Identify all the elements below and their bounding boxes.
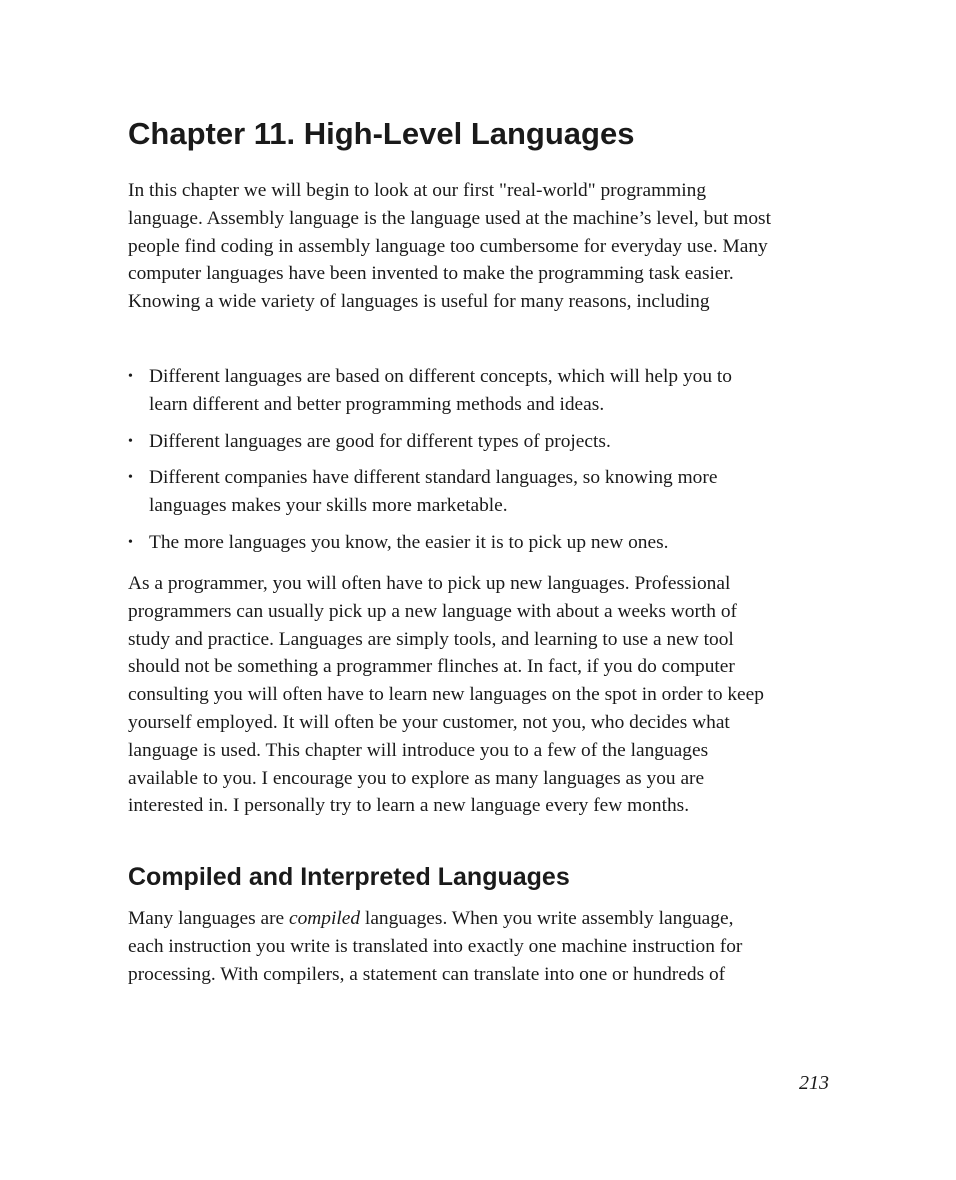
text-line: study and practice. Languages are simply tools, and learning to use a new tool bbox=[128, 628, 734, 650]
reasons-bullet-list bbox=[128, 363, 848, 566]
emphasis-text: compiled bbox=[289, 908, 361, 929]
text-line bbox=[128, 905, 848, 933]
list-item bbox=[128, 529, 848, 557]
text-line: processing. With compilers, a statement can translate into one or hundreds of bbox=[128, 963, 726, 985]
text-line: programmers can usually pick up a new language with about a weeks worth of bbox=[128, 600, 738, 622]
text-line: languages makes your skills more marketable. bbox=[149, 495, 508, 517]
text-line: available to you. I encourage you to explore as many languages as you are bbox=[128, 767, 705, 789]
text-line: As a programmer, you will often have to pick up new languages. Professional bbox=[128, 573, 731, 594]
text-line: language is used. This chapter will introduce you to a few of the languages bbox=[128, 739, 709, 761]
bullet-icon: • bbox=[128, 433, 133, 449]
text-line: people find coding in assembly language too cumbersome for everyday use. Many bbox=[128, 235, 768, 257]
intro-paragraph bbox=[128, 177, 848, 316]
text-line: The more languages you know, the easier it is to pick up new ones. bbox=[149, 531, 669, 553]
text-run: languages. When you write assembly language, bbox=[360, 908, 734, 929]
page-number: 213 bbox=[799, 1072, 829, 1094]
text-line: consulting you will often have to learn new languages on the spot in order to keep bbox=[128, 684, 764, 706]
text-line: Different companies have different standard languages, so knowing more bbox=[149, 467, 718, 489]
text-line: Different languages are good for different types of projects. bbox=[149, 430, 611, 452]
list-item bbox=[128, 363, 848, 419]
text-line: yourself employed. It will often be your customer, not you, who decides what bbox=[128, 711, 730, 733]
bullet-icon: • bbox=[128, 534, 133, 550]
text-line: Different languages are based on different concepts, which will help you to bbox=[149, 366, 732, 387]
text-line: interested in. I personally try to learn a new language every few months. bbox=[128, 795, 690, 817]
section-title: Compiled and Interpreted Languages bbox=[128, 863, 570, 891]
chapter-title: Chapter 11. High-Level Languages bbox=[128, 116, 635, 151]
list-item bbox=[128, 464, 848, 520]
text-line: learn different and better programming methods and ideas. bbox=[149, 393, 605, 415]
programmer-paragraph bbox=[128, 570, 848, 820]
compiled-paragraph bbox=[128, 905, 848, 988]
bullet-icon: • bbox=[128, 369, 133, 384]
text-line: should not be something a programmer flinches at. In fact, if you do computer bbox=[128, 656, 735, 678]
text-run: Many languages are bbox=[128, 908, 289, 929]
list-item bbox=[128, 428, 848, 456]
text-line: Knowing a wide variety of languages is useful for many reasons, including bbox=[128, 291, 710, 313]
bullet-icon: • bbox=[128, 470, 133, 486]
text-line: In this chapter we will begin to look at our first "real-world" programming bbox=[128, 180, 707, 201]
text-line: language. Assembly language is the language used at the machine’s level, but most bbox=[128, 207, 771, 229]
text-line: computer languages have been invented to make the programming task easier. bbox=[128, 263, 734, 285]
text-line: each instruction you write is translated into exactly one machine instruction for bbox=[128, 935, 743, 957]
